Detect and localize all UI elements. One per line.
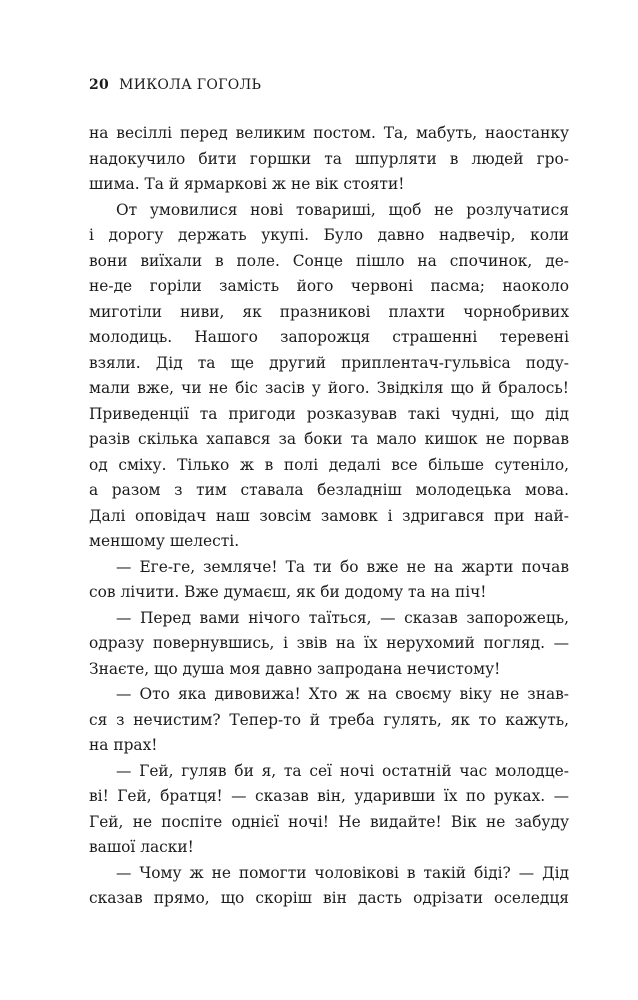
page-number: 20 (89, 77, 110, 93)
text-line: — Ото яка дивовижа! Хто ж на своєму віку не знав- (116, 685, 569, 703)
text-line: надокучило бити горшки та шпурляти в людей гро- (89, 149, 569, 168)
text-line: а разом з тим ставала безладніш молодецька мова. (89, 481, 569, 499)
text-line: молодиць. Нашого запорожця страшенні теревені (89, 328, 569, 346)
text-line: миготіли ниви, як празникові плахти чорнобривих (89, 302, 569, 321)
text-line: взяли. Дід та ще другий приплентач-гульвіса поду- (89, 353, 569, 372)
text-line: од сміху. Тілько ж в полі дедалі все більше сутеніло, (89, 455, 569, 474)
text-line: вашої ласки! (89, 838, 194, 856)
text-line: От умовилися нові товариші, щоб не розлучатися (116, 200, 569, 219)
text-line: ся з нечистим? Тепер-то й треба гулять, як то кажуть, (89, 710, 569, 729)
text-line: не-де горіли замість його червоні пасма; наоколо (89, 277, 569, 295)
body-text (89, 121, 569, 912)
text-line: на прах! (89, 736, 158, 754)
text-line: сказав прямо, що скоріш він дасть одрізати оселедця (89, 889, 569, 907)
text-line: шима. Та й ярмаркові ж не вік стояти! (89, 175, 405, 193)
text-line: Далі оповідач наш зовсім замовк і здригався при най- (89, 506, 569, 525)
text-line: — Перед вами нічого таїться, — сказав запорожець, (116, 608, 569, 627)
text-line: Приведенції та пригоди розказував такі чудні, що дід (89, 404, 569, 423)
text-line: вони виїхали в поле. Сонце пішло на спочинок, де- (89, 251, 569, 270)
text-line: Гей, не поспіте однієї ночі! Не видайте! Вік не забуду (89, 812, 569, 831)
running-header (89, 77, 261, 93)
text-line: і дорогу держать укупі. Було давно надвечір, коли (89, 226, 569, 244)
text-line: разів скількa хапався за боки та мало кишок не порвав (89, 430, 569, 448)
text-line: на весіллі перед великим постом. Та, мабуть, наостанку (89, 124, 569, 142)
text-line: меншому шелесті. (89, 532, 240, 550)
text-line: — Еге-ге, земляче! Та ти бо вже не на жарти почав (116, 557, 569, 576)
text-line: сов лічити. Вже думаєш, як би додому та на піч! (89, 583, 487, 601)
text-line: одразу повернувшись, і звів на їх нерухомий погляд. — (89, 634, 569, 652)
text-line: Знаєте, що душа моя давно запродана нечистому! (89, 659, 501, 678)
running-title: МИКОЛА ГОГОЛЬ (119, 77, 262, 93)
text-line: ві! Гей, братця! — сказав він, ударивши їх по руках. — (89, 787, 569, 805)
text-line: мали вже, чи не біс засів у його. Звідкіля що й бралось! (89, 379, 569, 397)
text-line: — Чому ж не помогти чоловікові в такій біді? — Дід (116, 863, 569, 882)
text-line: — Гей, гуляв би я, та сеї ночі остатній час молодце- (116, 761, 569, 780)
